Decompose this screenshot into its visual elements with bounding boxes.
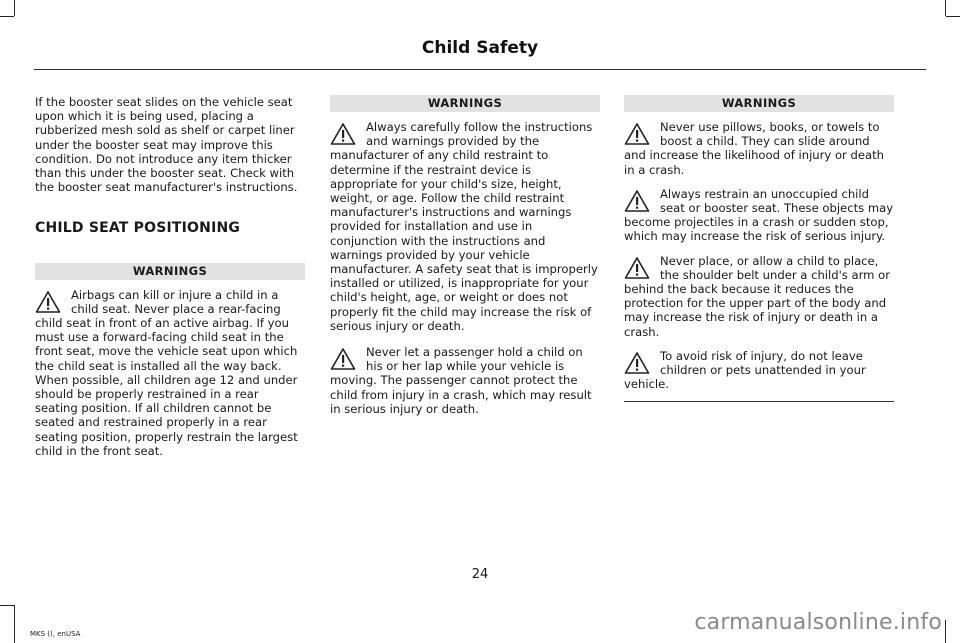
- crop-mark: [14, 0, 15, 16]
- warning-triangle-icon: [624, 189, 650, 213]
- warning-text: Never place, or allow a child to place, the shoulder belt under a child's arm or behind the back because it reduces the protection for the upper part of the body and may increase the risk of injury or death in a crash.: [624, 253, 891, 339]
- crop-mark: [945, 0, 946, 16]
- warning-text: Never use pillows, books, or towels to boost a child. They can slide around and increase the likelihood of injury or death in a crash.: [624, 120, 885, 177]
- warning-text: Airbags can kill or injure a child in a child seat. Never place a rear-facing child seat in front of an active airbag. If you must use a forward-facing child seat in the front seat, move the vehicle seat upon which the child seat is installed all the way back. When possible, all children age 12 and under should be properly restrained in a rear seating position. If all children cannot be seated and restrained properly in a rear seating position, properly restrain the largest child in the front seat.: [35, 287, 298, 458]
- warning-triangle-icon: [330, 122, 356, 146]
- warning-text: Always carefully follow the instructions and warnings provided by the manufacturer of any child restraint to determine if the restraint device is appropriate for your child's size, height, weight, or age. Follow the child restraint manufacturer's instructions and warnings provided for installation and use in conjunction with the instructions and warnings provided by your vehicle manufacturer. A safety seat that is improperly installed or utilized, is inappropriate for your child's height, age, or weight or does not properly fit the child may increase the risk of serious injury or death.: [330, 120, 598, 333]
- crop-mark: [946, 16, 960, 17]
- crop-mark: [0, 16, 14, 17]
- watermark: carmanualsonline.info: [694, 610, 942, 635]
- warnings-end-divider: [624, 401, 894, 402]
- warnings-header: WARNINGS: [330, 95, 600, 112]
- warning-item: [624, 254, 894, 339]
- warning-text: Always restrain an unoccupied child seat or booster seat. These objects may become projectiles in a crash or sudden stop, which may increase the risk of serious injury.: [624, 186, 894, 244]
- warning-item: [624, 187, 894, 244]
- warning-triangle-icon: [624, 256, 650, 280]
- column-left: [35, 95, 305, 458]
- page-number: 24: [471, 567, 489, 582]
- page-title: Child Safety: [421, 38, 539, 58]
- column-right: [624, 95, 894, 402]
- column-middle: [330, 95, 600, 416]
- intro-paragraph: If the booster seat slides on the vehicle seat upon which it is being used, placing a rubberized mesh sold as shelf or carpet liner under the booster seat may improve this condition. Do not introduce any item thicker than this under the booster seat. Check with the booster seat manufacturer's instructions.: [35, 95, 298, 195]
- warning-item: [330, 345, 600, 416]
- doc-code: MKS (), enUSA: [30, 630, 81, 638]
- warning-text: To avoid risk of injury, do not leave children or pets unattended in your vehicle.: [624, 348, 866, 392]
- warnings-header: WARNINGS: [35, 263, 305, 280]
- warning-triangle-icon: [35, 290, 61, 314]
- crop-mark: [14, 605, 15, 643]
- warning-triangle-icon: [624, 351, 650, 375]
- warnings-header: WARNINGS: [624, 95, 894, 112]
- warning-item: [624, 349, 894, 392]
- warning-item: [624, 120, 894, 177]
- section-heading: CHILD SEAT POSITIONING: [35, 220, 241, 237]
- warning-item: [330, 120, 600, 333]
- warning-text: Never let a passenger hold a child on his or her lap while your vehicle is moving. The passenger cannot protect the child from injury in a crash, which may result in serious injury or death.: [330, 345, 592, 416]
- warning-triangle-icon: [624, 122, 650, 146]
- crop-mark: [945, 620, 946, 643]
- warning-item: [35, 288, 305, 458]
- warning-triangle-icon: [330, 347, 356, 371]
- header-divider: [34, 69, 926, 70]
- crop-mark: [0, 605, 14, 606]
